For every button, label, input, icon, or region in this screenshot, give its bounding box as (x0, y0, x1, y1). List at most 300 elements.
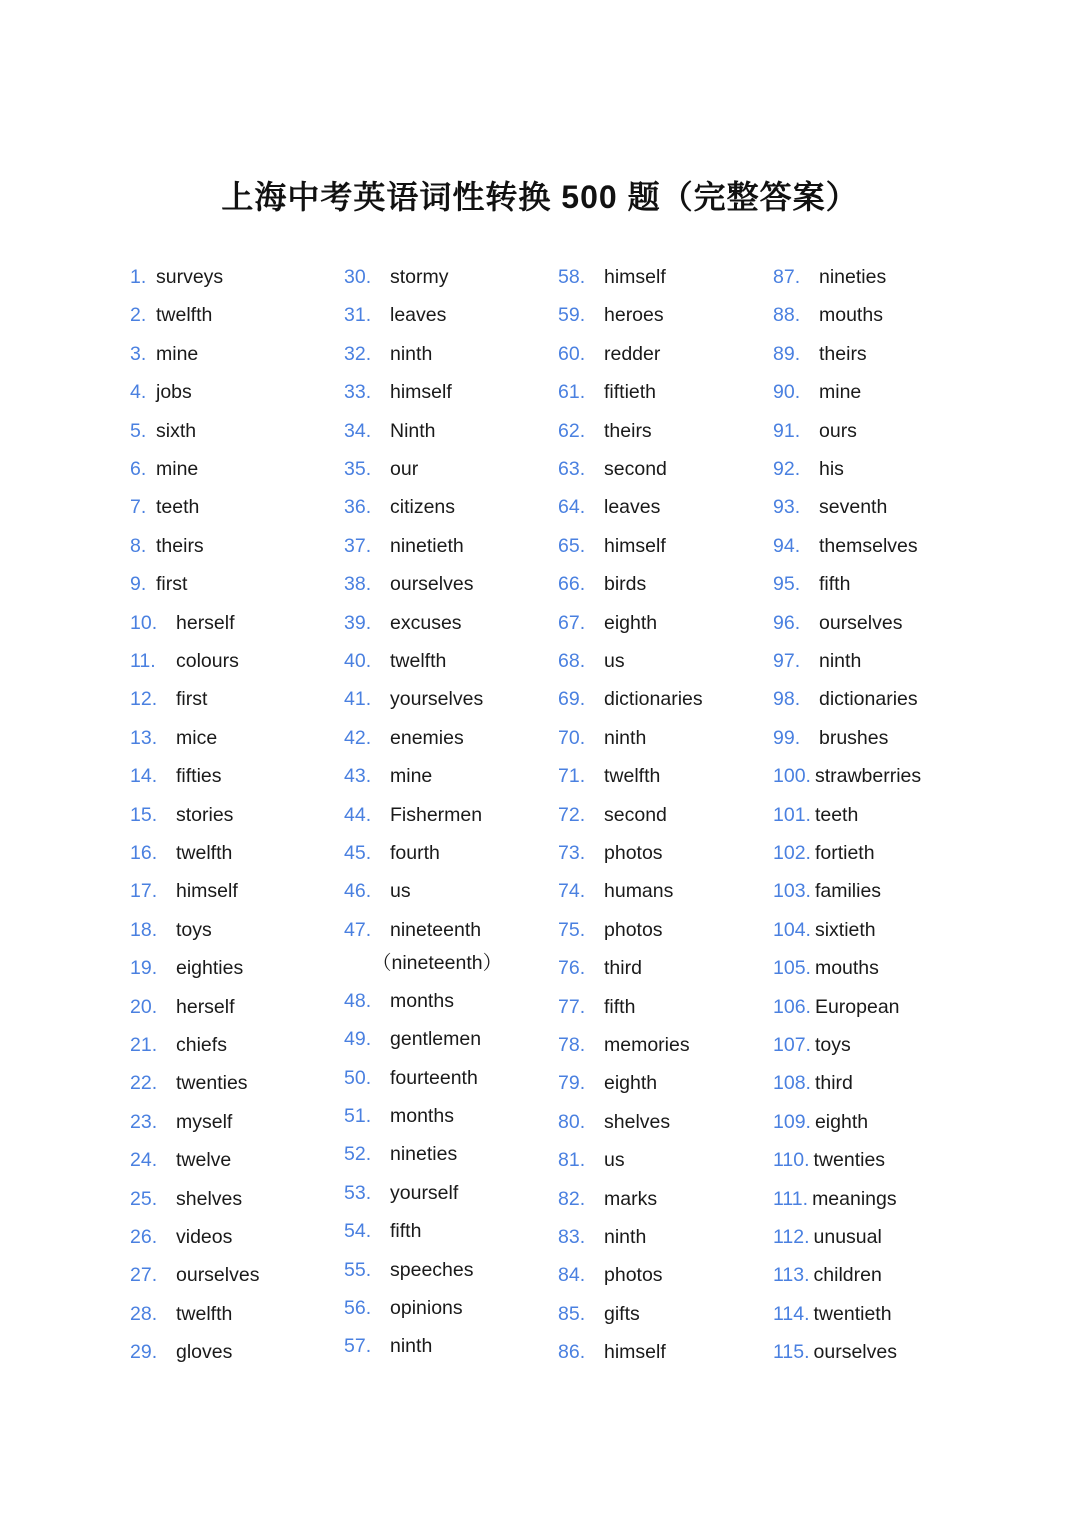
answer-item (773, 919, 876, 942)
answer-item (130, 343, 198, 366)
answer-item (558, 496, 660, 519)
answer-item (773, 1341, 897, 1364)
item-number: 61. (558, 381, 586, 404)
answer-item (344, 304, 446, 327)
answer-item (344, 343, 432, 366)
item-answer: shelves (176, 1187, 243, 1210)
answer-item (344, 1105, 454, 1128)
item-answer: gloves (176, 1341, 233, 1364)
item-answer: stormy (390, 266, 449, 288)
item-answer: teeth (156, 496, 200, 519)
answer-item (130, 381, 192, 404)
item-answer: ninth (819, 650, 862, 672)
answer-item (344, 535, 464, 558)
answer-item (558, 804, 667, 827)
item-answer: myself (176, 1110, 233, 1133)
item-number: 99. (773, 726, 801, 749)
answer-item (558, 266, 666, 289)
item-number: 109. (773, 1110, 811, 1133)
item-number: 71. (558, 765, 586, 788)
answer-item (344, 727, 464, 750)
item-answer: mine (819, 381, 862, 404)
item-answer: first (156, 573, 188, 596)
answer-item (558, 1264, 663, 1287)
item-answer: ourselves (176, 1264, 260, 1287)
item-answer: chiefs (176, 1034, 227, 1056)
item-answer: theirs (604, 419, 652, 442)
answer-item (130, 842, 232, 865)
item-number: 115. (773, 1341, 810, 1364)
item-number: 58. (558, 266, 586, 288)
item-answer: mouths (819, 304, 883, 327)
item-number: 12. (130, 688, 158, 711)
item-number: 28. (130, 1302, 158, 1325)
item-number: 42. (344, 726, 372, 749)
answer-item (344, 381, 452, 404)
item-answer: eighth (604, 611, 658, 634)
item-number: 88. (773, 304, 801, 327)
answer-item (344, 765, 432, 788)
item-number: 44. (344, 803, 372, 826)
item-answer: twelve (176, 1149, 232, 1172)
item-answer: us (390, 880, 411, 903)
item-number: 89. (773, 342, 801, 365)
answer-item (773, 535, 918, 558)
item-number: 35. (344, 458, 372, 480)
item-answer: jobs (156, 381, 192, 404)
answer-item (130, 1111, 232, 1134)
item-number: 34. (344, 419, 372, 442)
answer-item (773, 304, 883, 327)
answer-item (773, 266, 886, 289)
answer-item (773, 650, 861, 673)
answer-item (130, 765, 222, 788)
item-answer: twelfth (604, 765, 661, 788)
item-number: 60. (558, 342, 586, 365)
item-number: 46. (344, 880, 372, 903)
item-answer: sixtieth (814, 918, 876, 941)
item-answer: seventh (819, 496, 888, 519)
answer-item (344, 1143, 457, 1166)
answer-item (773, 1072, 853, 1095)
answer-item (773, 727, 888, 750)
item-number: 33. (344, 381, 372, 404)
item-answer: dictionaries (819, 688, 918, 711)
answer-item (773, 1303, 892, 1326)
answer-item (130, 1034, 227, 1057)
item-answer: ninth (604, 726, 647, 749)
item-number: 65. (558, 534, 586, 557)
item-answer: fourteenth (390, 1066, 478, 1089)
item-number: 93. (773, 496, 801, 519)
item-answer: fourth (390, 842, 440, 864)
item-number: 6. (130, 458, 147, 480)
answer-item (558, 420, 652, 443)
item-number: 3. (130, 342, 147, 365)
item-number: 13. (130, 726, 158, 749)
item-answer: his (819, 458, 844, 480)
item-answer: excuses (390, 611, 462, 634)
item-number: 95. (773, 573, 801, 596)
answer-item (130, 1226, 232, 1249)
item-answer: ninth (604, 1226, 647, 1248)
item-number: 17. (130, 880, 158, 903)
item-number: 103. (773, 880, 811, 903)
item-number: 102. (773, 842, 811, 864)
answer-item (773, 957, 879, 980)
answer-item (344, 1259, 473, 1282)
answer-item (558, 727, 646, 750)
answer-item (130, 688, 207, 711)
item-number: 85. (558, 1302, 586, 1325)
answer-item (773, 688, 918, 711)
answer-item (773, 804, 858, 827)
item-answer: speeches (390, 1258, 474, 1281)
answer-item (344, 420, 436, 443)
item-answer: dictionaries (604, 688, 703, 711)
answer-item (344, 1220, 421, 1243)
item-answer: gentlemen (390, 1028, 482, 1051)
answer-item (558, 1188, 657, 1211)
item-answer: months (390, 989, 454, 1012)
item-answer: European (814, 995, 900, 1018)
item-number: 29. (130, 1341, 158, 1364)
item-number: 9. (130, 573, 147, 596)
item-number: 16. (130, 842, 158, 864)
item-answer: marks (604, 1187, 658, 1210)
answer-item (558, 535, 666, 558)
item-number: 23. (130, 1110, 158, 1133)
item-answer: leaves (604, 496, 661, 519)
item-answer: twelfth (156, 304, 213, 327)
item-number: 86. (558, 1341, 586, 1364)
item-number: 80. (558, 1110, 586, 1133)
item-answer: birds (604, 573, 647, 596)
item-answer: third (814, 1072, 853, 1095)
answer-item (344, 266, 449, 289)
answer-item (773, 573, 850, 596)
item-number: 11. (130, 650, 156, 672)
item-answer: himself (604, 534, 666, 557)
item-answer: brushes (819, 726, 889, 749)
answer-item (130, 612, 235, 635)
item-number: 45. (344, 842, 372, 864)
item-answer: twentieth (813, 1302, 892, 1325)
item-number: 31. (344, 304, 372, 327)
item-number: 62. (558, 419, 586, 442)
item-number: 114. (773, 1302, 810, 1325)
item-answer: ninth (390, 1335, 433, 1358)
item-number: 79. (558, 1072, 586, 1095)
item-number: 48. (344, 989, 372, 1012)
item-answer: leaves (390, 304, 447, 327)
item-number: 21. (130, 1034, 158, 1056)
answer-item (130, 1072, 248, 1095)
item-answer: nineties (390, 1143, 458, 1166)
item-answer: us (604, 1149, 625, 1172)
item-number: 100. (773, 765, 811, 788)
answer-item (344, 1067, 478, 1090)
answer-item (558, 996, 635, 1019)
item-number: 107. (773, 1034, 811, 1056)
item-number: 55. (344, 1258, 372, 1281)
item-number: 113. (773, 1264, 810, 1287)
item-number: 19. (130, 957, 158, 980)
answer-item (773, 996, 900, 1019)
answer-item (130, 420, 196, 443)
item-number: 110. (773, 1149, 810, 1172)
item-answer: twelfth (176, 842, 233, 864)
answer-item (558, 1034, 690, 1057)
item-number: 22. (130, 1072, 158, 1095)
item-number: 101. (773, 803, 811, 826)
answer-item (773, 343, 867, 366)
answer-item (558, 957, 642, 980)
item-answer: memories (604, 1034, 690, 1056)
item-answer: ourselves (819, 611, 903, 634)
item-number: 111. (773, 1187, 809, 1210)
item-answer: second (604, 458, 667, 480)
answer-item (773, 496, 887, 519)
item-answer: teeth (814, 803, 859, 826)
item-number: 2. (130, 304, 147, 327)
item-answer: fortieth (814, 842, 875, 864)
item-answer: ninetieth (390, 534, 464, 557)
item-answer: citizens (390, 496, 456, 519)
answer-item (773, 765, 921, 788)
item-number: 87. (773, 266, 801, 288)
item-answer: stories (176, 803, 234, 826)
answer-item (773, 1034, 851, 1057)
item-answer: herself (176, 995, 235, 1018)
item-answer: mine (156, 458, 199, 480)
item-number: 90. (773, 381, 801, 404)
answer-item (773, 1149, 885, 1172)
answer-item (130, 957, 243, 980)
item-answer: second (604, 803, 667, 826)
item-answer: photos (604, 1264, 663, 1287)
item-number: 49. (344, 1028, 372, 1051)
item-number: 18. (130, 918, 158, 941)
answer-item (558, 304, 664, 327)
answer-item (558, 688, 703, 711)
item-number: 4. (130, 381, 147, 404)
answer-item (344, 990, 454, 1013)
answer-item (558, 1226, 646, 1249)
item-answer: families (814, 880, 882, 903)
item-answer: himself (390, 381, 452, 404)
item-number: 73. (558, 842, 586, 864)
item-number: 74. (558, 880, 586, 903)
item-answer: photos (604, 842, 663, 864)
item-answer: colours (176, 650, 239, 672)
item-number: 94. (773, 534, 801, 557)
item-number: 78. (558, 1034, 586, 1056)
item-answer: himself (176, 880, 238, 903)
item-answer: fifth (819, 573, 851, 596)
answer-item (130, 1149, 231, 1172)
answer-item (130, 919, 212, 942)
answer-item (558, 919, 663, 942)
answer-item (773, 1264, 882, 1287)
item-number: 70. (558, 726, 586, 749)
item-answer: nineteenth (390, 918, 482, 941)
item-answer: our (390, 458, 419, 480)
item-answer: theirs (819, 342, 867, 365)
answer-item (773, 612, 902, 635)
item-number: 68. (558, 650, 586, 672)
item-number: 69. (558, 688, 586, 711)
answer-item (558, 343, 660, 366)
item-number: 96. (773, 611, 801, 634)
answer-item (130, 458, 198, 481)
answer-item (558, 1303, 640, 1326)
item-number: 43. (344, 765, 372, 788)
item-answer: eighth (604, 1072, 658, 1095)
answer-item (344, 496, 455, 519)
item-number: 64. (558, 496, 586, 519)
item-answer: videos (176, 1226, 233, 1248)
item-answer: third (604, 957, 642, 980)
item-answer: first (176, 688, 208, 711)
answer-item (130, 804, 233, 827)
answer-item (773, 1226, 882, 1249)
item-answer: twenties (813, 1149, 886, 1172)
item-answer: us (604, 650, 625, 672)
item-answer: fifties (176, 765, 222, 788)
item-number: 36. (344, 496, 372, 519)
answer-item (773, 842, 875, 865)
item-number: 63. (558, 458, 586, 480)
item-number: 25. (130, 1187, 158, 1210)
item-answer: himself (604, 266, 666, 288)
item-answer: children (813, 1264, 882, 1287)
item-number: 5. (130, 419, 147, 442)
item-answer: fiftieth (604, 381, 657, 404)
item-number: 38. (344, 573, 372, 596)
answer-item (344, 1028, 481, 1051)
answer-item (130, 727, 217, 750)
answer-item (130, 1264, 259, 1287)
answer-item (344, 1297, 463, 1320)
answer-item (773, 381, 861, 404)
page-title: 上海中考英语词性转换 500 题（完整答案） (221, 179, 859, 215)
item-number: 8. (130, 534, 147, 557)
item-number: 41. (344, 688, 372, 711)
answer-item (558, 1149, 625, 1172)
answer-item (344, 688, 483, 711)
item-number: 59. (558, 304, 586, 327)
item-number: 52. (344, 1143, 372, 1166)
item-number: 66. (558, 573, 586, 596)
item-answer: enemies (390, 726, 464, 749)
item-number: 57. (344, 1335, 372, 1358)
answer-item (558, 1111, 670, 1134)
item-number: 27. (130, 1264, 158, 1287)
item-number: 32. (344, 342, 372, 365)
item-answer: eighth (814, 1110, 869, 1133)
answer-item (130, 496, 199, 519)
item-answer: eighties (176, 957, 244, 980)
answer-item (558, 381, 656, 404)
answer-item (344, 1182, 458, 1205)
item-answer: mice (176, 726, 218, 749)
answer-item (344, 804, 482, 827)
item-number: 97. (773, 650, 801, 672)
answer-item (344, 650, 446, 673)
answer-item (130, 266, 223, 289)
item-answer: Fishermen (390, 803, 483, 826)
item-answer: herself (176, 611, 235, 634)
answer-item (773, 1188, 897, 1211)
item-answer: toys (176, 918, 212, 941)
item-answer: heroes (604, 304, 664, 327)
item-answer: ourselves (390, 573, 474, 596)
item-answer: twenties (176, 1072, 248, 1095)
item-number: 76. (558, 957, 586, 980)
answer-item (558, 1341, 666, 1364)
item-answer: months (390, 1104, 454, 1127)
item-number: 106. (773, 995, 811, 1018)
answer-item (344, 919, 481, 942)
item-number: 7. (130, 496, 147, 519)
item-number: 98. (773, 688, 801, 711)
item-answer: surveys (156, 266, 224, 288)
answer-item (344, 612, 462, 635)
answer-item (130, 535, 204, 558)
item-number: 40. (344, 650, 372, 672)
answer-item (344, 880, 411, 903)
item-number: 84. (558, 1264, 586, 1287)
item-number: 53. (344, 1181, 372, 1204)
item-answer: ourselves (813, 1341, 897, 1364)
item-number: 10. (130, 611, 158, 634)
answer-item (130, 1303, 232, 1326)
item-number: 47. (344, 918, 372, 941)
item-answer: opinions (390, 1296, 463, 1319)
item-answer: ninth (390, 342, 433, 365)
item-answer: fifth (390, 1220, 422, 1243)
answer-item (344, 1335, 432, 1358)
item-number: 67. (558, 611, 586, 634)
item-answer: toys (814, 1034, 851, 1056)
item-answer: shelves (604, 1110, 671, 1133)
item-number: 15. (130, 803, 158, 826)
item-answer: theirs (156, 534, 204, 557)
item-answer: mine (156, 342, 199, 365)
answer-item (344, 458, 418, 481)
item-number: 105. (773, 957, 811, 980)
item-number: 83. (558, 1226, 586, 1248)
item-answer: yourselves (390, 688, 484, 711)
item-number: 50. (344, 1066, 372, 1089)
item-number: 92. (773, 458, 801, 480)
item-number: 112. (773, 1226, 810, 1248)
item-number: 26. (130, 1226, 158, 1248)
item-number: 77. (558, 995, 586, 1018)
item-answer: gifts (604, 1302, 640, 1325)
item-number: 39. (344, 611, 372, 634)
answer-item (558, 650, 625, 673)
item-answer: twelfth (176, 1302, 233, 1325)
item-answer: yourself (390, 1181, 459, 1204)
item-number: 72. (558, 803, 586, 826)
answer-item (130, 996, 235, 1019)
item-number: 81. (558, 1149, 586, 1172)
item-number: 75. (558, 918, 586, 941)
item-number: 108. (773, 1072, 811, 1095)
answer-item (773, 420, 857, 443)
